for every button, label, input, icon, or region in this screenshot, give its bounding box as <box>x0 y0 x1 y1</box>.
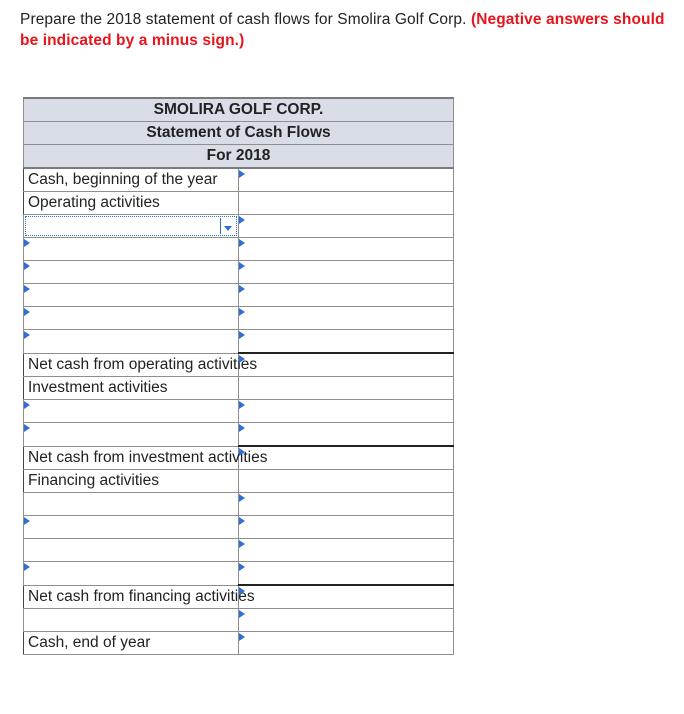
instructions-emphasis: (Negative answers should be indicated by a minus sign.) <box>20 11 665 49</box>
select-marker-icon <box>24 308 30 316</box>
select-investment-2[interactable] <box>24 423 239 447</box>
row-operating-heading <box>24 192 454 215</box>
cell-investment-empty <box>239 377 454 400</box>
input-operating-1[interactable] <box>239 215 454 238</box>
input-net-investment[interactable] <box>239 446 454 470</box>
row-operating-5 <box>24 307 454 330</box>
input-marker-icon <box>239 401 245 409</box>
cash-flow-statement-table <box>23 97 454 655</box>
statement-period: For 2018 <box>24 145 454 169</box>
input-marker-icon <box>239 285 245 293</box>
label-net-investment: Net cash from investment activities <box>24 446 239 470</box>
select-operating-5[interactable] <box>24 307 239 330</box>
row-operating-1 <box>24 215 454 238</box>
input-marker-icon <box>239 355 245 363</box>
label-investment: Investment activities <box>24 377 239 400</box>
input-marker-icon <box>239 587 245 595</box>
label-cash-begin: Cash, beginning of the year <box>24 168 239 192</box>
select-operating-2[interactable] <box>24 238 239 261</box>
input-marker-icon <box>239 424 245 432</box>
cell-blank-label <box>24 609 239 632</box>
row-net-operating <box>24 353 454 377</box>
select-operating-4[interactable] <box>24 284 239 307</box>
input-investment-1[interactable] <box>239 400 454 423</box>
company-name: SMOLIRA GOLF CORP. <box>24 98 454 122</box>
row-operating-2 <box>24 238 454 261</box>
input-cash-end[interactable] <box>239 632 454 655</box>
select-financing-3[interactable] <box>24 539 239 562</box>
row-financing-heading <box>24 470 454 493</box>
row-financing-4 <box>24 562 454 586</box>
select-marker-icon <box>24 401 30 409</box>
label-net-financing: Net cash from financing activities <box>24 585 239 609</box>
select-marker-icon <box>24 239 30 247</box>
input-marker-icon <box>239 540 245 548</box>
select-operating-3[interactable] <box>24 261 239 284</box>
input-operating-5[interactable] <box>239 307 454 330</box>
select-marker-icon <box>24 424 30 432</box>
input-investment-2[interactable] <box>239 423 454 447</box>
row-operating-4 <box>24 284 454 307</box>
input-financing-3[interactable] <box>239 539 454 562</box>
input-marker-icon <box>239 308 245 316</box>
input-marker-icon <box>239 517 245 525</box>
row-investment-2 <box>24 423 454 447</box>
select-financing-2[interactable] <box>24 516 239 539</box>
dropdown-button[interactable] <box>220 218 235 234</box>
input-marker-icon <box>239 331 245 339</box>
instructions-text: Prepare the 2018 statement of cash flows for Smolira Golf Corp. <box>20 11 471 28</box>
input-operating-3[interactable] <box>239 261 454 284</box>
select-marker-icon <box>24 563 30 571</box>
label-operating: Operating activities <box>24 192 239 215</box>
label-financing: Financing activities <box>24 470 239 493</box>
input-financing-2[interactable] <box>239 516 454 539</box>
input-marker-icon <box>239 216 245 224</box>
label-net-operating: Net cash from operating activities <box>24 353 239 377</box>
row-financing-3 <box>24 539 454 562</box>
chevron-down-icon <box>224 226 232 231</box>
select-financing-4[interactable] <box>24 562 239 586</box>
cell-financing-empty <box>239 470 454 493</box>
input-marker-icon <box>239 239 245 247</box>
dropdown-box[interactable] <box>25 216 237 236</box>
row-cash-begin <box>24 168 454 192</box>
statement-title: Statement of Cash Flows <box>24 122 454 145</box>
input-marker-icon <box>239 610 245 618</box>
input-marker-icon <box>239 170 245 178</box>
input-financing-4[interactable] <box>239 562 454 586</box>
select-marker-icon <box>24 331 30 339</box>
input-marker-icon <box>239 494 245 502</box>
row-operating-3 <box>24 261 454 284</box>
row-investment-heading <box>24 377 454 400</box>
input-cash-begin[interactable] <box>239 168 454 192</box>
row-blank <box>24 609 454 632</box>
input-operating-6[interactable] <box>239 330 454 354</box>
row-financing-1 <box>24 493 454 516</box>
row-net-financing <box>24 585 454 609</box>
select-marker-icon <box>24 262 30 270</box>
select-marker-icon <box>24 285 30 293</box>
label-cash-end: Cash, end of year <box>24 632 239 655</box>
input-net-operating[interactable] <box>239 353 454 377</box>
row-net-investment <box>24 446 454 470</box>
input-net-financing[interactable] <box>239 585 454 609</box>
select-operating-1[interactable] <box>24 215 239 238</box>
row-financing-2 <box>24 516 454 539</box>
input-marker-icon <box>239 262 245 270</box>
row-cash-end <box>24 632 454 655</box>
input-marker-icon <box>239 448 245 456</box>
select-investment-1[interactable] <box>24 400 239 423</box>
input-operating-2[interactable] <box>239 238 454 261</box>
input-marker-icon <box>239 633 245 641</box>
row-operating-6 <box>24 330 454 354</box>
row-investment-1 <box>24 400 454 423</box>
input-marker-icon <box>239 563 245 571</box>
input-net-change[interactable] <box>239 609 454 632</box>
cell-operating-empty <box>239 192 454 215</box>
input-financing-1[interactable] <box>239 493 454 516</box>
select-financing-1[interactable] <box>24 493 239 516</box>
instructions <box>20 9 670 51</box>
input-operating-4[interactable] <box>239 284 454 307</box>
select-marker-icon <box>24 517 30 525</box>
select-operating-6[interactable] <box>24 330 239 354</box>
